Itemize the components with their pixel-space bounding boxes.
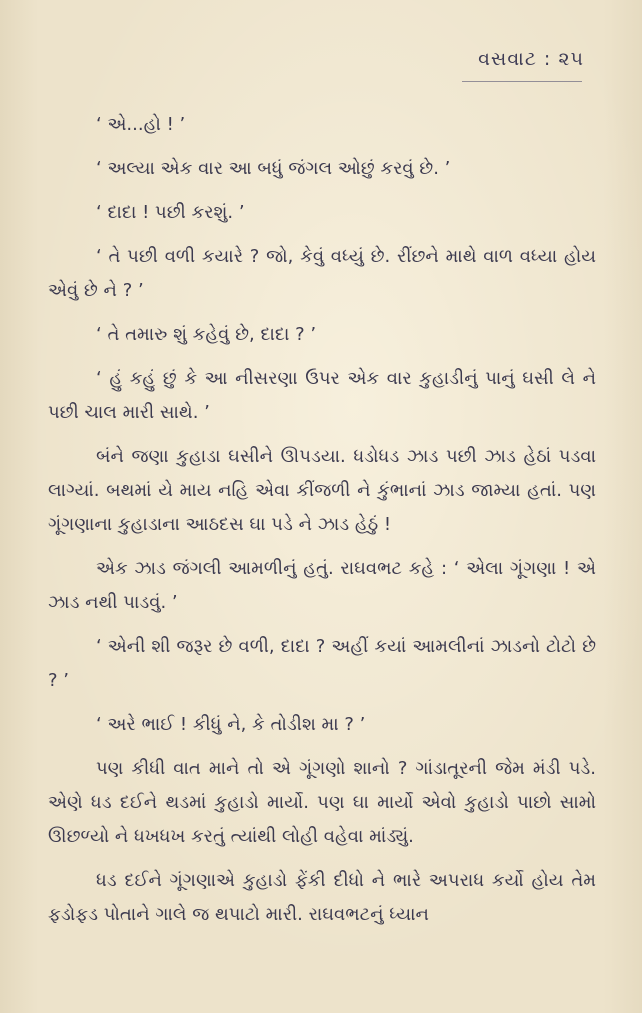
paragraph: ‘ અલ્યા એક વાર આ બધું જંગલ ઓછું કરવું છે. ’ bbox=[96, 158, 451, 179]
paragraph: ‘ એની શી જરૂર છે વળી, દાદા ? અહીં કયાં આમલીનાં ઝાડનો ટોટો છે ? ’ bbox=[48, 636, 596, 691]
paragraph: ‘ તે તમારુ શું કહેવું છે, દાદા ? ’ bbox=[96, 324, 317, 345]
running-header: વસવાટ : ૨૫ bbox=[478, 48, 584, 70]
paragraph: ધડ દઈને ગૂંગણાએ કુહાડો ફેંકી દીધો ને ભારે અપરાધ કર્યો હોય તેમ ફડોફડ પોતાને ગાલે જ થપાટો મારી. રાઘવભટનું ધ્યાન bbox=[48, 870, 596, 925]
header-underline bbox=[462, 81, 582, 82]
paragraph: પણ કીધી વાત માને તો એ ગૂંગણો શાનો ? ગાંડાતૂરની જેમ મંડી પડે. એણે ધડ દઈને થડમાં કુહાડો માર્યો. પણ ઘા માર્યો એવો કુહાડો પાછો સામો ઊછળ્યો ને ધખધખ કરતું ત્યાંથી લોહી વહેવા માંડ્યું. bbox=[48, 758, 596, 847]
paragraph: ‘ અરે ભાઈ ! કીધું ને, કે તોડીશ મા ? ’ bbox=[96, 714, 366, 735]
paragraph: ‘ દાદા ! પછી કરશું. ’ bbox=[96, 202, 245, 223]
page-body bbox=[48, 108, 596, 932]
paragraph: ‘ તે પછી વળી કયારે ? જો, કેવું વધ્યું છે. રીંછને માથે વાળ વધ્યા હોય એવું છે ને ? ’ bbox=[48, 246, 596, 301]
paragraph: એક ઝાડ જંગલી આમળીનું હતું. રાઘવભટ કહે : ‘ એલા ગૂંગણા ! એ ઝાડ નથી પાડવું. ’ bbox=[48, 558, 596, 613]
paragraph: ‘ એ...હો ! ’ bbox=[96, 114, 186, 135]
paragraph: બંને જણા કુહાડા ઘસીને ઊપડયા. ધડોધડ ઝાડ પછી ઝાડ હેઠાં પડવા લાગ્યાં. બથમાં યે માય નહિ એવા કીંજળી ને કુંભાનાં ઝાડ જામ્યા હતાં. પણ ગૂંગણાના કુહાડાના આઠદસ ઘા પડે ને ઝાડ હેઠું ! bbox=[48, 446, 596, 535]
paragraph: ‘ હું કહું છું કે આ નીસરણા ઉપર એક વાર કુહાડીનું પાનું ઘસી લે ને પછી ચાલ મારી સાથે. ’ bbox=[48, 368, 596, 423]
